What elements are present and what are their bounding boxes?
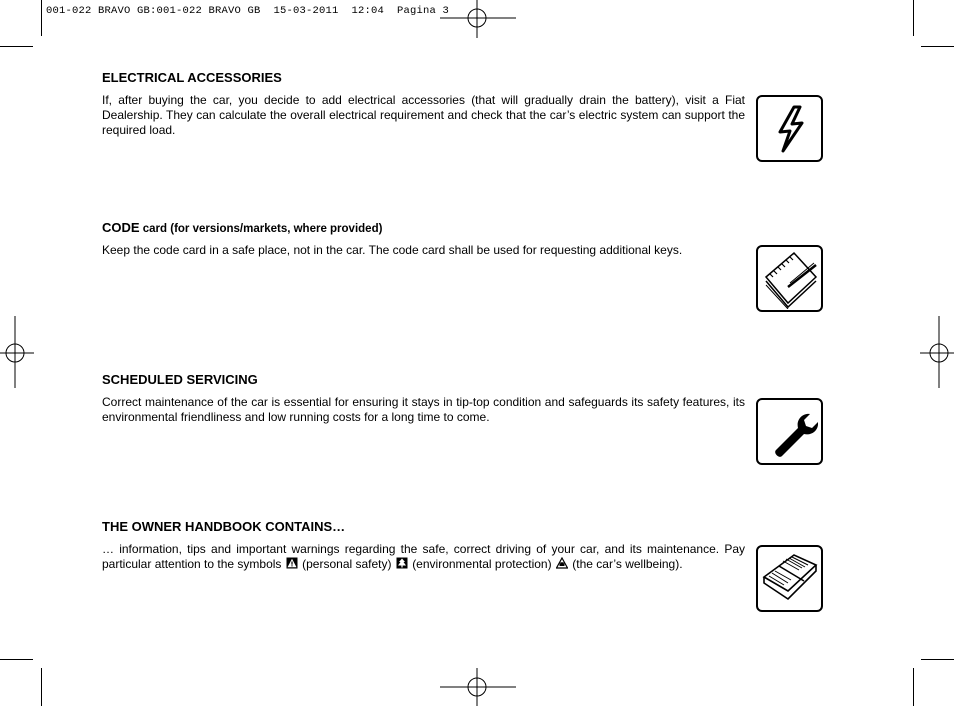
section-scheduled-servicing (102, 372, 745, 425)
personal-safety-warning-icon (286, 557, 298, 569)
wrench-icon (756, 398, 823, 465)
open-book-icon (756, 545, 823, 612)
registration-mark-bottom (440, 666, 516, 706)
section-owner-handbook (102, 519, 745, 572)
section-title: THE OWNER HANDBOOK CONTAINS… (102, 519, 346, 534)
registration-mark-right (920, 316, 954, 388)
registration-mark-top (440, 0, 516, 40)
car-wellbeing-icon (556, 557, 568, 569)
section-title: CODE card (for versions/markets, where provided) (102, 220, 383, 235)
environmental-protection-icon (396, 557, 408, 569)
section-body: … information, tips and important warnings regarding the safe, correct driving of your car, and its maintenance. Pay particular attention to the symbols (personal safety) (environmental protection) (the car’s wellbeing). (102, 542, 745, 571)
notepad-pencil-icon (756, 245, 823, 312)
lightning-bolt-icon (756, 95, 823, 162)
section-electrical-accessories (102, 70, 745, 138)
section-body: If, after buying the car, you decide to add electrical accessories (that will gradually drain the battery), visit a Fiat Dealership. They can calculate the overall electrical requirement and check that the car’s electric system can support the required load. (102, 93, 745, 137)
registration-mark-left (0, 316, 34, 388)
section-title: SCHEDULED SERVICING (102, 372, 258, 387)
section-title: ELECTRICAL ACCESSORIES (102, 70, 282, 85)
section-body: Correct maintenance of the car is essential for ensuring it stays in tip-top condition and safeguards its safety features, its environmental friendliness and low running costs for a long time to come. (102, 395, 745, 424)
print-header: 001-022 BRAVO GB:001-022 BRAVO GB 15-03-2011 12:04 Pagina 3 (46, 5, 450, 17)
section-code-card (102, 220, 745, 258)
section-body: Keep the code card in a safe place, not in the car. The code card shall be used for requesting additional keys. (102, 243, 683, 257)
